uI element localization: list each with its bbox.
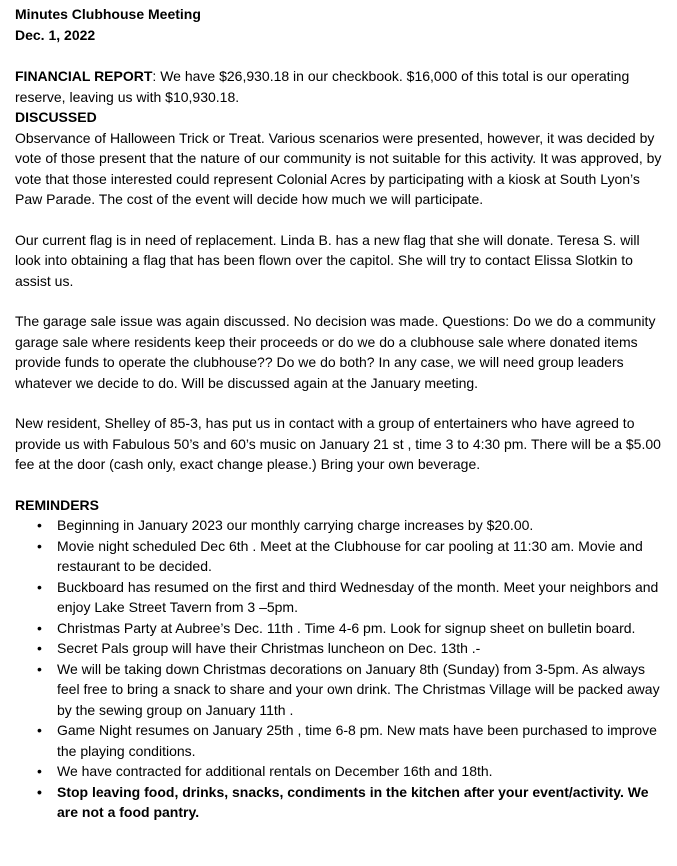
reminder-item [15, 659, 663, 721]
bullet-icon: • [37, 722, 42, 738]
reminder-item [15, 577, 663, 618]
meeting-date: Dec. 1, 2022 [15, 26, 96, 43]
reminder-item [15, 515, 663, 536]
reminder-text: We will be taking down Christmas decorations on January 8th (Sunday) from 3-5pm. As always feel free to bring a snack to share and your own drink. The Christmas Village will be packed away by the sewing group on January 11th . [57, 660, 660, 718]
bullet-icon: • [37, 763, 42, 779]
bullet-icon: • [37, 578, 42, 595]
financial-report-label: FINANCIAL REPORT [15, 68, 153, 84]
reminder-item [15, 618, 663, 639]
reminder-text: Secret Pals group will have their Christmas luncheon on Dec. 13th .- [57, 640, 481, 656]
bullet-icon: • [37, 783, 42, 800]
reminder-item [15, 536, 663, 577]
reminders-list [15, 515, 663, 823]
reminder-item [15, 761, 663, 782]
discussed-paragraph-garage-sale: The garage sale issue was again discussed. No decision was made. Questions: Do we do a community garage sale where residents keep their proceeds or do we do a clubhouse sale where donated items provide funds to operate the clubhouse?? Do we do both? In any case, we will need group leaders whatever we decide to do. Will be discussed again at the January meeting. [15, 313, 656, 391]
bullet-icon: • [37, 537, 42, 554]
bullet-icon: • [37, 660, 42, 677]
reminder-item [15, 720, 663, 761]
reminder-text: We have contracted for additional rentals on December 16th and 18th. [57, 763, 493, 779]
discussed-paragraph-entertainers: New resident, Shelley of 85-3, has put us in contact with a group of entertainers who have agreed to provide us with Fabulous 50’s and 60’s music on January 21 st , time 3 to 4:30 pm. There will be a $5.00 fee at the door (cash only, exact change please.) Bring your own beverage. [15, 415, 661, 472]
reminder-text: Beginning in January 2023 our monthly carrying charge increases by $20.00. [57, 517, 534, 533]
reminder-text: Movie night scheduled Dec 6th . Meet at the Clubhouse for car pooling at 11:30 am. Movie and restaurant to be decided. [57, 537, 643, 574]
discussed-paragraph-flag: Our current flag is in need of replacement. Linda B. has a new flag that she will donate. Teresa S. will look into obtaining a flag that has been flown over the capitol. She will try to contact Elissa Slotkin to assist us. [15, 231, 640, 289]
bullet-icon: • [37, 619, 42, 636]
document-title: Minutes Clubhouse Meeting [15, 6, 201, 22]
spacer [15, 45, 663, 66]
financial-report-text: : We have $26,930.18 in our checkbook. $16,000 of this total is our operating reserve, leaving us with $10,930.18. [15, 68, 630, 105]
discussed-heading: DISCUSSED [15, 109, 97, 125]
bullet-icon: • [37, 517, 42, 533]
financial-report [15, 66, 663, 107]
reminder-item [15, 638, 663, 659]
bullet-icon: • [37, 640, 42, 656]
reminder-text: Buckboard has resumed on the first and third Wednesday of the month. Meet your neighbors and enjoy Lake Street Tavern from 3 –5pm. [57, 578, 659, 615]
reminders-heading: REMINDERS [15, 496, 100, 513]
reminder-text: Game Night resumes on January 25th , time 6-8 pm. New mats have been purchased to improve the playing conditions. [57, 722, 657, 759]
discussed-paragraph-halloween: Observance of Halloween Trick or Treat. Various scenarios were presented, however, it was decided by vote of those present that the nature of our community is not suitable for this activity. It was approved, by vote that those interested could represent Colonial Acres by participating with a kiosk at South Lyon’s Paw Parade. The cost of the event will decide how much we will participate. [15, 129, 662, 207]
reminder-text: Stop leaving food, drinks, snacks, condiments in the kitchen after your event/activity. We are not a food pantry. [57, 783, 649, 820]
reminder-item-food-warning [15, 782, 663, 823]
reminder-text: Christmas Party at Aubree’s Dec. 11th . Time 4-6 pm. Look for signup sheet on bulletin board. [57, 619, 636, 636]
